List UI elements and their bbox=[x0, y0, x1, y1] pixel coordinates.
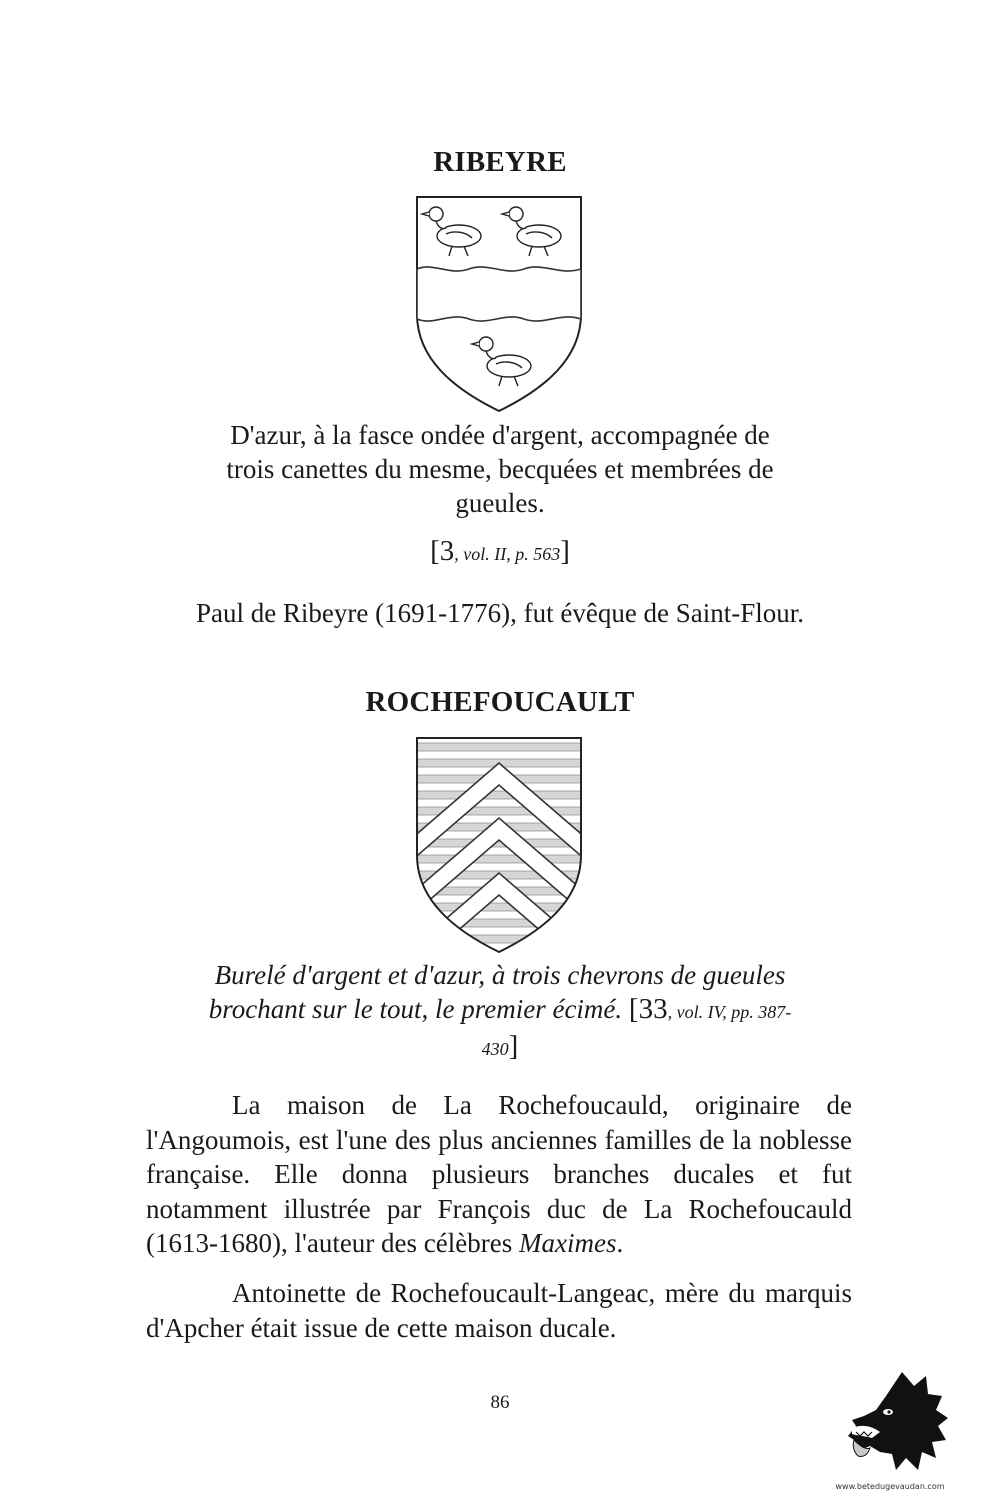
blazon-line: trois canettes du mesme, becquées et membrées de bbox=[226, 454, 774, 484]
paragraph-end: . bbox=[616, 1228, 624, 1258]
website-url[interactable]: www.betedugevaudan.com bbox=[835, 1482, 945, 1491]
blazon-line: gueules. bbox=[455, 488, 545, 518]
rochefoucault-paragraph-2: Antoinette de Rochefoucault-Langeac, mère du marquis d'Apcher était issue de cette maison ducale. bbox=[146, 1278, 852, 1343]
ref-detail: , vol. IV, pp. 387- bbox=[667, 1002, 792, 1022]
ribeyre-coat-of-arms bbox=[414, 194, 584, 414]
ribeyre-reference bbox=[0, 535, 1000, 568]
rochefoucault-coat-of-arms bbox=[414, 735, 584, 955]
blazon-line: D'azur, à la fasce ondée d'argent, accompagnée de bbox=[230, 420, 770, 450]
wolf-head-icon bbox=[842, 1366, 952, 1478]
ribeyre-note: Paul de Ribeyre (1691-1776), fut évêque de Saint-Flour. bbox=[195, 598, 805, 628]
blazon-text: brochant sur le tout, le premier écimé. bbox=[208, 994, 623, 1024]
rochefoucault-paragraph-1 bbox=[146, 1088, 852, 1261]
ref-number: 3 bbox=[439, 535, 455, 567]
section-title-rochefoucault: ROCHEFOUCAULT bbox=[365, 686, 635, 718]
ribeyre-blazon bbox=[150, 418, 850, 520]
paragraph-text: La maison de La Rochefoucauld, originaire de l'Angoumois, est l'une des plus anciennes familles de la noblesse française. Elle donna plusieurs branches ducales et fut notamment illustrée par François duc de La Rochefoucauld (1613-1680), l'auteur des célèbres bbox=[146, 1090, 852, 1258]
ref-detail: , vol. II, p. 563 bbox=[454, 544, 561, 564]
blazon-line bbox=[150, 1029, 850, 1066]
ref-detail: 430 bbox=[481, 1039, 509, 1059]
blazon-line bbox=[150, 992, 850, 1029]
ref-bracket-close: ] bbox=[560, 535, 570, 567]
ref-number: 33 bbox=[638, 993, 668, 1025]
maximes-title: Maximes bbox=[518, 1228, 617, 1258]
ref-bracket-open: [ bbox=[430, 535, 440, 567]
ref-bracket-open: [ bbox=[628, 993, 639, 1025]
ref-bracket-close: ] bbox=[508, 1030, 519, 1062]
blazon-line: Burelé d'argent et d'azur, à trois chevrons de gueules bbox=[214, 960, 786, 990]
page-number: 86 bbox=[490, 1392, 510, 1413]
rochefoucault-blazon bbox=[150, 958, 850, 1066]
section-title-ribeyre: RIBEYRE bbox=[433, 146, 567, 178]
